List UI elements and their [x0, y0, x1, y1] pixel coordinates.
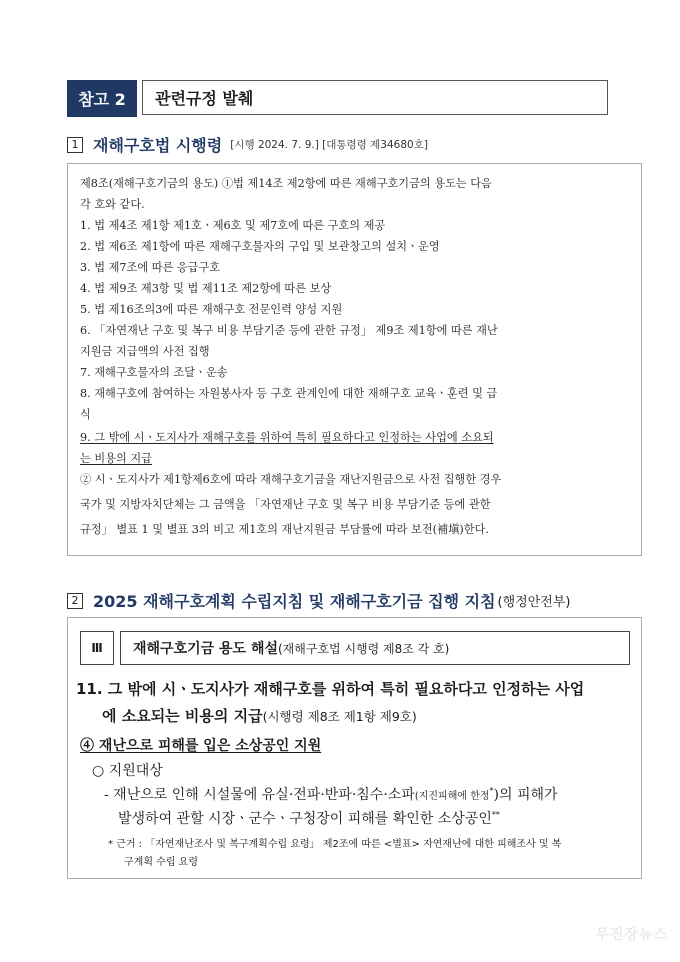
law-item: 식 [80, 408, 91, 421]
item11-line2-text: 에 소요되는 비용의 지급 [102, 707, 263, 725]
law-item: 1. 법 제4조 제1항 제1호ㆍ제6호 및 제7호에 따른 구호의 제공 [80, 219, 386, 232]
guideline-subtitle-text: 재해구호기금 용도 해설 [133, 641, 278, 657]
law-item: 6. 「자연재난 구호 및 복구 비용 부담기준 등에 관한 규정」 제9조 제1항에 따른 재난 [80, 324, 498, 337]
support-target-heading: ○ 지원대상 [92, 763, 163, 779]
guideline-subtitle [120, 631, 630, 665]
law-item: 지원금 지급액의 사전 집행 [80, 345, 210, 358]
reference-tab: 참고 2 [67, 80, 137, 117]
section1-number: 1 [67, 137, 83, 153]
law-item9-line1: 9. 그 밖에 시ㆍ도지사가 재해구호를 위하여 특히 필요하다고 인정하는 사업에 소요되 [80, 431, 494, 444]
item11-paren: (시행령 제8조 제1항 제9호) [262, 709, 417, 724]
law-para2-line: ② 시ㆍ도지사가 제1항제6호에 따라 재해구호기금을 재난지원금으로 사전 집행한 경우 [80, 473, 502, 486]
support-target-line1-small: (지진피해에 한정 [414, 791, 490, 802]
subitem-4-heading: ④ 재난으로 피해를 입은 소상공인 지원 [80, 738, 322, 754]
footnote-mark: ** [491, 810, 500, 820]
law-item: 8. 재해구호에 참여하는 자원봉사자 등 구호 관계인에 대한 재해구호 교육ㆍ훈련 및 급 [80, 387, 498, 400]
law-para2-line: 규정」 별표 1 및 별표 3의 비고 제1호의 재난지원금 부담률에 따라 보전(補塡)한다. [80, 523, 489, 536]
support-target-line2-text: 발생하여 관할 시장ㆍ군수ㆍ구청장이 피해를 확인한 소상공인 [118, 811, 492, 827]
support-target-line1 [104, 784, 558, 804]
law-intro-line1: 제8조(재해구호기금의 용도) ①법 제14조 제2항에 따른 재해구호기금의 용도는 다음 [80, 177, 492, 190]
section1-title: 재해구호법 시행령 [93, 136, 223, 155]
section2-heading [67, 589, 570, 612]
law-para2-line: 국가 및 지방자치단체는 그 금액을 「자연재난 구호 및 복구 비용 부담기준 등에 관한 [80, 498, 491, 511]
law-item: 5. 법 제16조의3에 따른 재해구호 전문인력 양성 지원 [80, 303, 343, 316]
law-item: 3. 법 제7조에 따른 응급구호 [80, 261, 221, 274]
footnote-line1: * 근거 : 「자연재난조사 및 복구계획수립 요령」 제2조에 따른 <별표> 자연재난에 대한 피해조사 및 복 [108, 839, 562, 850]
section1-heading [67, 133, 428, 156]
section2-number: 2 [67, 593, 83, 609]
watermark-logo: 무진장뉴스 [595, 927, 668, 943]
footnote-line2: 구계획 수립 요령 [124, 857, 198, 868]
section2-title: 2025 재해구호계획 수립지침 및 재해구호기금 집행 지침 [93, 592, 496, 611]
law-item: 4. 법 제9조 제3항 및 법 제11조 제2항에 따른 보상 [80, 282, 332, 295]
guideline-subtitle-paren: (재해구호법 시행령 제8조 각 호) [278, 641, 450, 656]
law-item: 7. 재해구호물자의 조달ㆍ운송 [80, 366, 228, 379]
support-target-line2 [118, 808, 500, 828]
footnote-mark: * [489, 786, 494, 796]
item11-line1: 11. 그 밖에 시ㆍ도지사가 재해구호를 위하여 특히 필요하다고 인정하는 사업 [76, 680, 585, 698]
law-item: 2. 법 제6조 제1항에 따른 재해구호물자의 구입 및 보관창고의 설치ㆍ운영 [80, 240, 440, 253]
law-item9-line2: 는 비용의 지급 [80, 452, 152, 465]
section2-ministry: (행정안전부) [497, 595, 571, 610]
roman-numeral-label: Ⅲ [80, 631, 114, 665]
section1-meta: [시행 2024. 7. 9.] [대통령령 제34680호] [230, 139, 428, 151]
support-target-line1-a: - 재난으로 인해 시설물에 유실·전파·반파·침수·소파 [104, 787, 415, 803]
item11-line2 [102, 703, 417, 730]
page-title: 관련규정 발췌 [142, 80, 608, 115]
support-target-line1-b: )의 피해가 [493, 787, 558, 803]
law-intro-line2: 각 호와 같다. [80, 198, 145, 211]
